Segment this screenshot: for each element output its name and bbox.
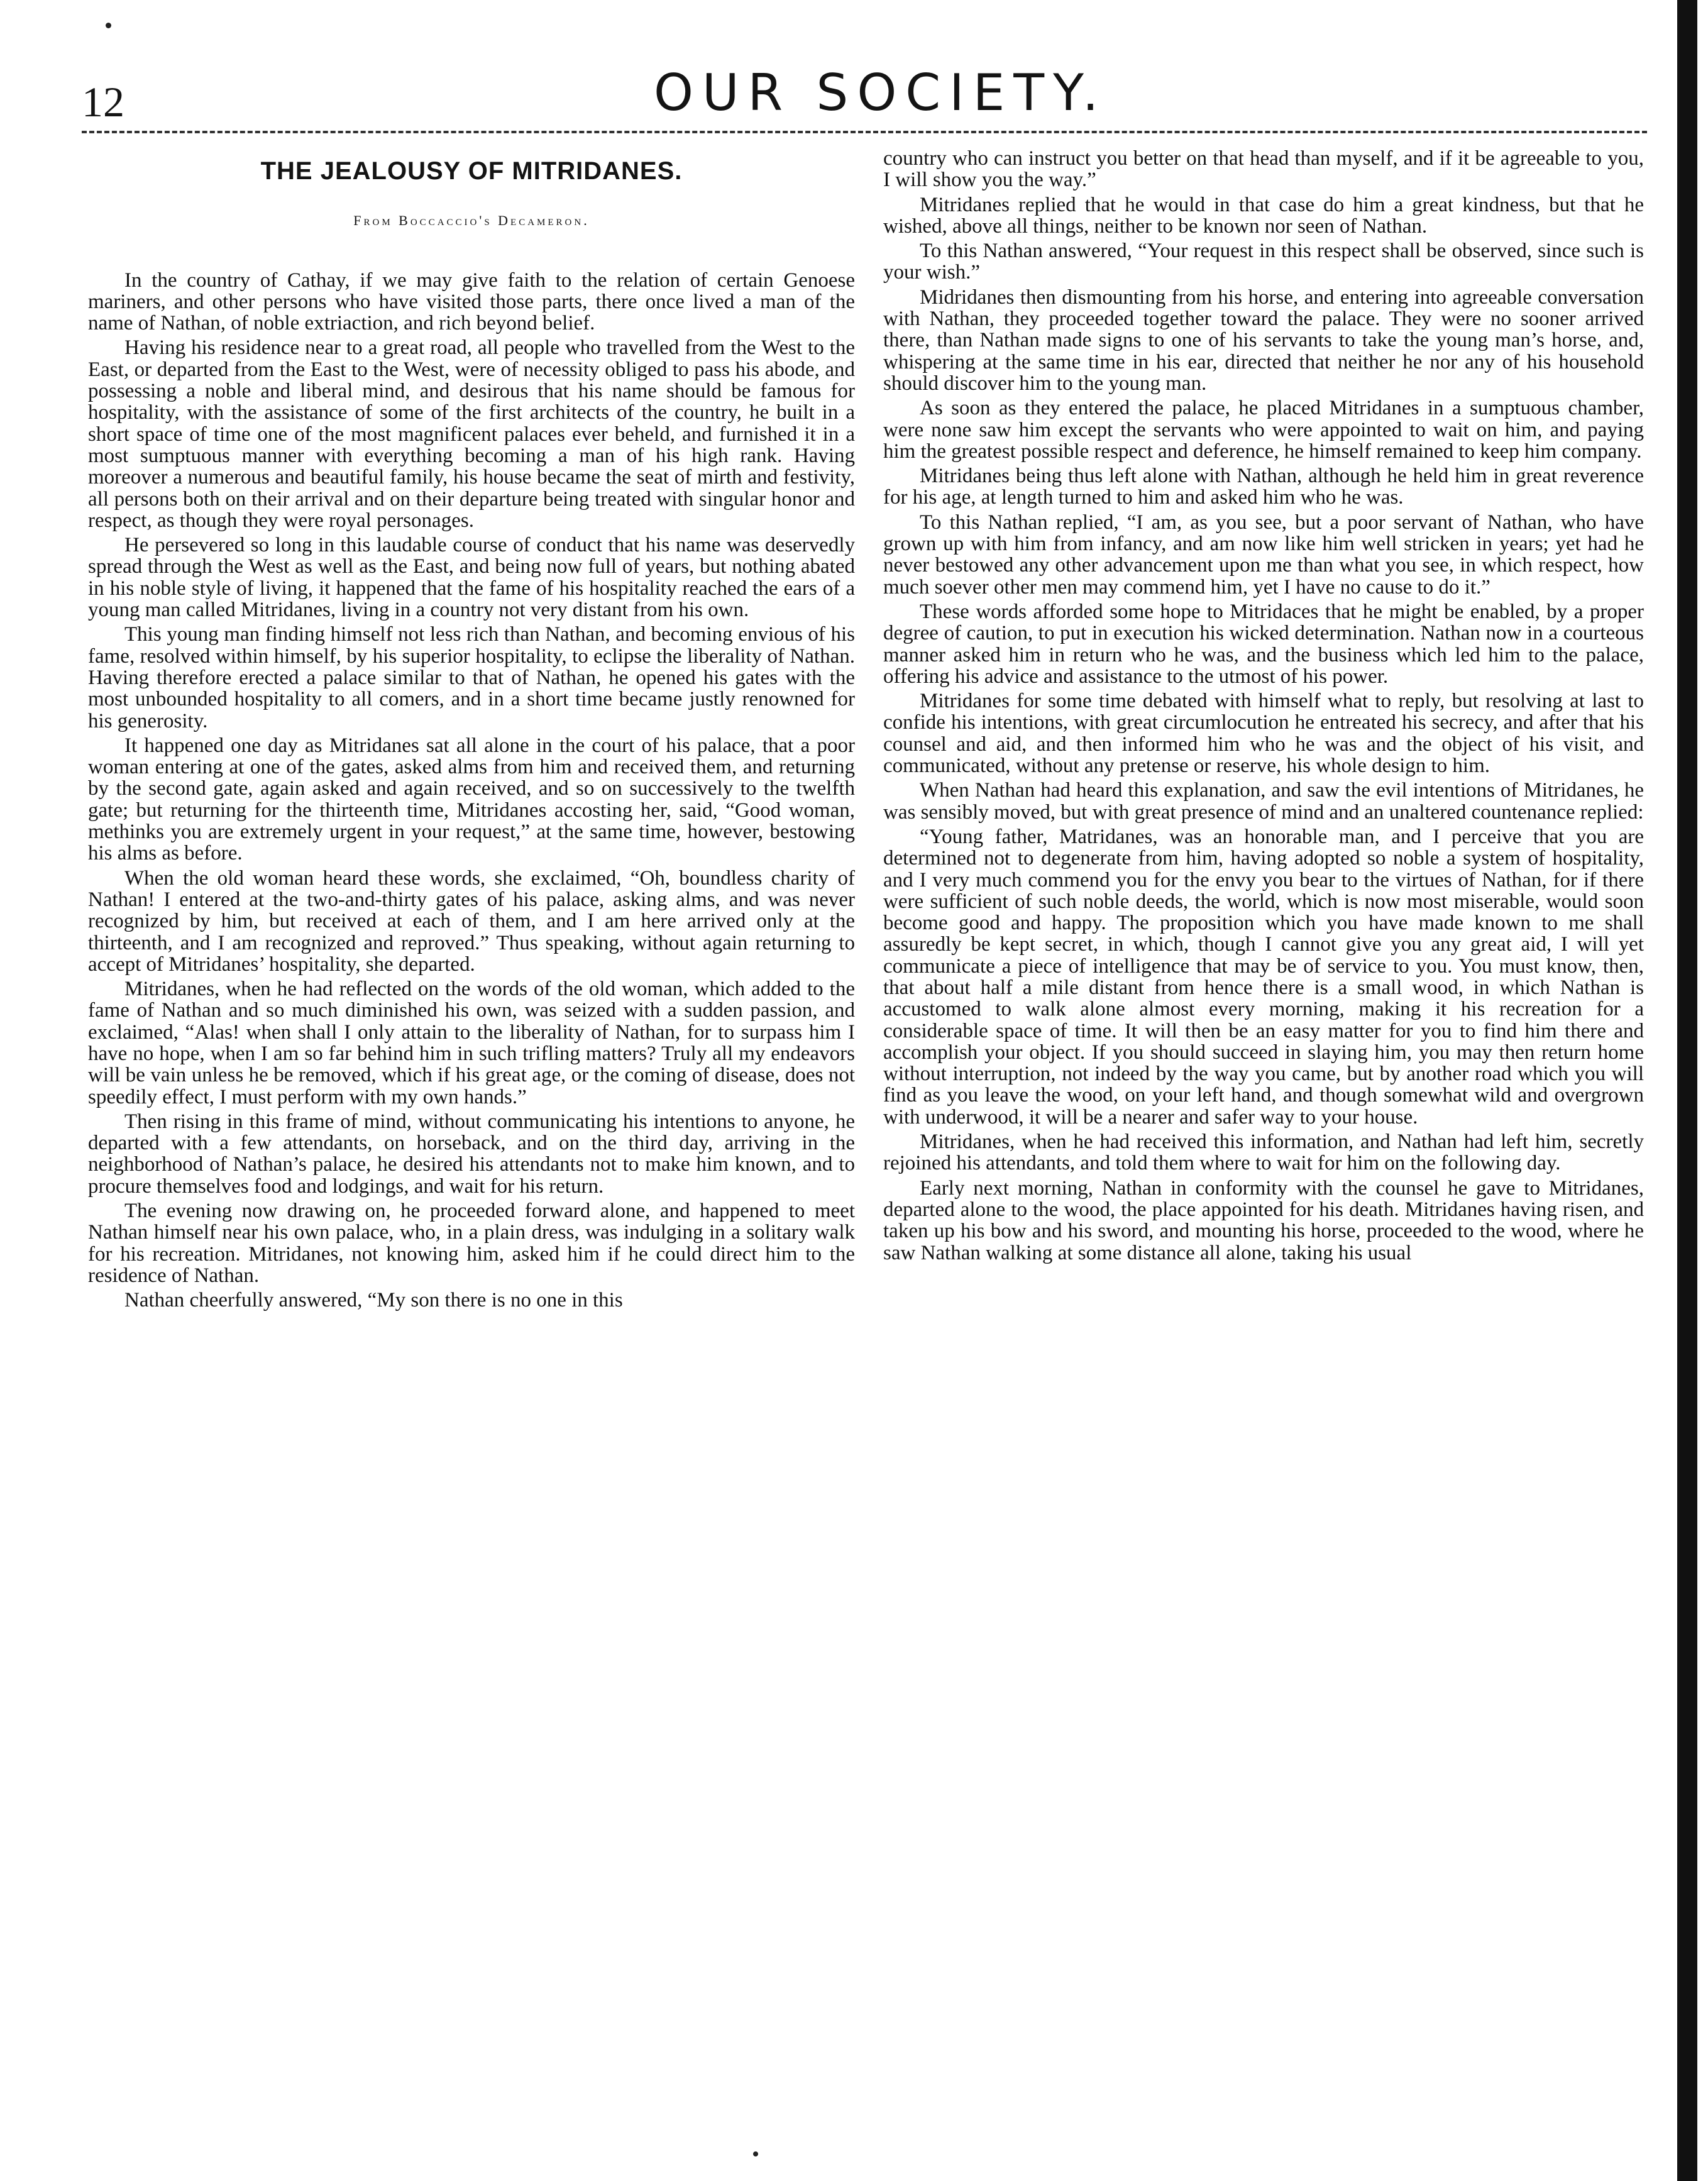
journal-title: OUR SOCIETY. (654, 63, 1108, 122)
paragraph: Mitridanes, when he had reflected on the words of the old woman, which added to the fame of Nathan and so much diminished his own, was seized with a sudden passion, and exclaimed, “Alas! when shall I only attain to the liberality of Nathan, for to surpass him I have no hope, when I am so far behind him in such trifling matters? Truly all my endeavors will be vain unless he be removed, which if his great age, or the coming of disease, does not speedily effect, I must perform with my own hands.” (88, 978, 855, 1108)
paragraph: “Young father, Matridanes, was an honorable man, and I perceive that you are determined not to degenerate from him, having adopted so noble a system of hospitality, and I very much commend you for the envy you bear to the virtues of Nathan, for if there were sufficient of such noble deeds, the world, which is now most miserable, would soon become good and happy. The proposition which you have made known to me shall assuredly be kept secret, in which, though I cannot give you any great aid, I will yet communicate a piece of intelligence that may be of service to you. You must know, then, that about half a mile distant from hence there is a small wood, in which Nathan is accustomed to walk alone almost every morning, making it his recreation for a considerable space of time. It will then be an easy matter for you to find him there and accomplish your object. If you should succeed in slaying him, you may then return home without interruption, not indeed by the way you came, but by another road which you will find as you leave the wood, on your left hand, and though somewhat wild and overgrown with underwood, it will be a nearer and safer way to your house. (883, 825, 1644, 1129)
speck-mark (753, 2151, 758, 2156)
article-source: From Boccaccio's Decameron. (353, 213, 590, 229)
paragraph: When Nathan had heard this explanation, and saw the evil intentions of Mitridanes, he was sensibly moved, but with great presence of mind and an unaltered countenance replied: (883, 779, 1644, 824)
scan-edge-margin (1697, 0, 1708, 2181)
paragraph: Then rising in this frame of mind, without communicating his intentions to anyone, he departed with a few attendants, on horseback, and on the third day, arriving in the neighborhood of Nathan’s palace, he desired his attendants not to make him known, and to procure themselves food and lodgings, and wait for his return. (88, 1110, 855, 1198)
paragraph: To this Nathan answered, “Your request in this respect shall be observed, since such is your wish.” (883, 240, 1644, 284)
right-column (883, 148, 1644, 1267)
paragraph: The evening now drawing on, he proceeded forward alone, and happened to meet Nathan himself near his own palace, who, in a plain dress, was indulging in a solitary walk for his recreation. Mitridanes, not knowing him, asked him if he could direct him to the residence of Nathan. (88, 1200, 855, 1287)
paragraph: Mitridanes for some time debated with himself what to reply, but resolving at last to confide his intentions, with great circumlocution he entreated his secrecy, and after that his counsel and aid, and then informed him who he was and the object of his visit, and communicated, without any pretense or reserve, his whole design to him. (883, 690, 1644, 778)
paragraph: Mitridanes being thus left alone with Nathan, although he held him in great reverence for his age, at length turned to him and asked him who he was. (883, 465, 1644, 509)
paragraph-continued: country who can instruct you better on that head than myself, and if it be agreeable to you, I will show you the way.” (883, 147, 1644, 192)
paragraph: This young man finding himself not less rich than Nathan, and becoming envious of his fame, resolved within himself, by his superior hospitality, to eclipse the liberality of Nathan. Having therefore erected a palace similar to that of Nathan, he opened his gates with the most unbounded hospitality to all comers, and in a short time became justly renowned for his generosity. (88, 623, 855, 732)
paragraph: In the country of Cathay, if we may give faith to the relation of certain Genoese mariners, and other persons who have visited those parts, there once lived a man of the name of Nathan, of noble extriaction, and rich beyond belief. (88, 268, 855, 335)
paragraph: Mitridanes replied that he would in that case do him a great kindness, but that he wished, above all things, neither to be known nor seen of Nathan. (883, 193, 1644, 238)
paragraph: It happened one day as Mitridanes sat all alone in the court of his palace, that a poor woman entering at one of the gates, asked alms from him and received them, and returning by the second gate, again asked and again received, and so on successively to the twelfth gate; but returning for the thirteenth time, Mitridanes accosting her, said, “Good woman, methinks you are extremely urgent in your request,” at the same time, however, bestowing his alms as before. (88, 734, 855, 865)
paragraph: When the old woman heard these words, she exclaimed, “Oh, boundless charity of Nathan! I entered at the two-and-thirty gates of his palace, asking alms, and was never recognized by him, but received at each of them, and I am here arrived only at the thirteenth, and I am recognized and reproved.” Thus speaking, without again returning to accept of Mitridanes’ hospitality, she departed. (88, 866, 855, 976)
paragraph: As soon as they entered the palace, he placed Mitridanes in a sumptuous chamber, were none saw him except the servants who were appointed to wait on him, and paying him the greatest possible respect and deference, he himself remained to keep him company. (883, 397, 1644, 463)
header-rule (82, 131, 1647, 133)
paragraph: He persevered so long in this laudable course of conduct that his name was deservedly spread through the West as well as the East, and being now full of years, but nothing abated in his noble style of living, it happened that the fame of his hospitality reached the ears of a young man called Mitridanes, living in a country not very distant from his own. (88, 534, 855, 622)
paragraph: Mitridanes, when he had received this information, and Nathan had left him, secretly rejoined his attendants, and told them where to wait for him on the following day. (883, 1130, 1644, 1175)
article-title: THE JEALOUSY OF MITRIDANES. (260, 157, 683, 185)
paragraph: Early next morning, Nathan in conformity with the counsel he gave to Mitridanes, departed alone to the wood, the place appointed for his death. Mitridanes having risen, and taken up his bow and his sword, and mounting his horse, proceeded to the wood, where he saw Nathan walking at some distance all alone, taking his usual (883, 1176, 1644, 1264)
paragraph: Having his residence near to a great road, all people who travelled from the West to the East, or departed from the East to the West, were of necessity obliged to pass his abode, and possessing a noble and liberal mind, and desirous that his name should be famous for hospitality, with the assistance of some of the first architects of the country, he built in a short space of time one of the most magnificent palaces ever beheld, and furnished it in a most sumptuous manner with everything becoming a man of his high rank. Having moreover a numerous and beautiful family, his house became the seat of mirth and festivity, all persons both on their arrival and on their departure being treated with singular honor and respect, as though they were royal personages. (88, 336, 855, 532)
scan-edge-bar (1677, 0, 1697, 2181)
speck-mark (106, 23, 111, 28)
paragraph: To this Nathan replied, “I am, as you see, but a poor servant of Nathan, who have grown up with him from infancy, and am now like him well stricken in years; yet had he never bestowed any other advancement upon me than what you see, in which respect, how much soever other men may commend him, yet I have no cause to do it.” (883, 511, 1644, 599)
paragraph: Midridanes then dismounting from his horse, and entering into agreeable conversation with Nathan, they proceeded together toward the palace. They were no sooner arrived there, than Nathan made signs to one of his servants to take the young man’s horse, and, whispering at the same time in his ear, directed that neither he nor any of his household should discover him to the young man. (883, 285, 1644, 395)
paragraph: Nathan cheerfully answered, “My son there is no one in this (124, 1289, 623, 1312)
left-column (88, 148, 855, 1315)
paragraph: These words afforded some hope to Mitridaces that he might be enabled, by a proper degree of caution, to put in execution his wicked determination. Nathan now in a courteous manner asked him in return who he was, and the business which led him to the palace, offering his advice and assistance to the utmost of his power. (883, 600, 1644, 688)
page-number: 12 (82, 78, 124, 126)
